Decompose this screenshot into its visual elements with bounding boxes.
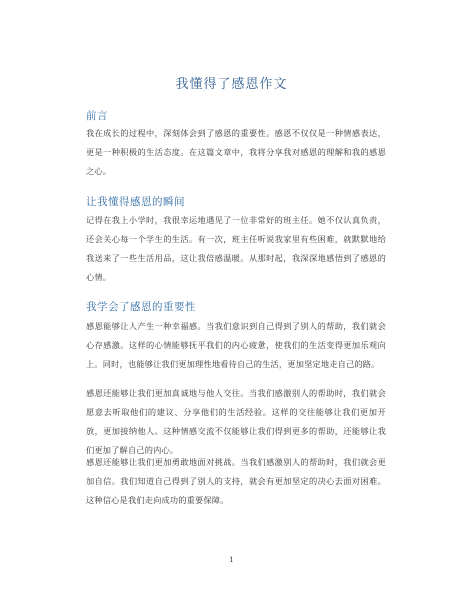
paragraph: 感恩还能够让我们更加真诚地与他人交往。当我们感激别人的帮助时，我们就会愿意去听取他们的建议、分享他们的生活经验。这样的交往能够让我们更加开放，更加接纳他人。这种情感交流不仅能够让我们得到更多的帮助，还能够让我们更加了解自己的内心。	[86, 388, 386, 455]
document-title: 我懂得了感恩作文	[175, 77, 288, 92]
paragraph: 感恩能够让人产生一种幸福感。当我们意识到自己得到了别人的帮助，我们就会心存感激。这样的心情能够抚平我们的内心疲惫，使我们的生活变得更加乐观向上。同时，也能够让我们更加理性地看待自己的生活，更加坚定地走自己的路。	[86, 321, 386, 369]
page-number: 1	[229, 556, 234, 564]
paragraph: 感恩还能够让我们更加勇敢地面对挑战。当我们感激别人的帮助时，我们就会更加自信。我们知道自己得到了别人的支持，就会有更加坚定的决心去面对困难。这种信心是我们走向成功的重要保障。	[86, 457, 386, 505]
section-heading-importance: 我学会了感恩的重要性	[86, 301, 196, 313]
paragraph: 我在成长的过程中，深刻体会到了感恩的重要性。感恩不仅仅是一种情感表达，更是一种积极的生活态度。在这篇文章中，我将分享我对感恩的理解和我的感恩之心。	[86, 128, 386, 176]
section-heading-moment: 让我懂得感恩的瞬间	[86, 196, 185, 208]
section-heading-preface: 前言	[86, 110, 108, 122]
paragraph: 记得在我上小学时，我很幸运地遇见了一位非常好的班主任。她不仅认真负责，还会关心每一个学生的生活。有一次，班主任听说我家里有些困难，就默默地给我送来了一些生活用品，这让我倍感温暖。从那时起，我深深地感悟到了感恩的心情。	[86, 215, 386, 282]
